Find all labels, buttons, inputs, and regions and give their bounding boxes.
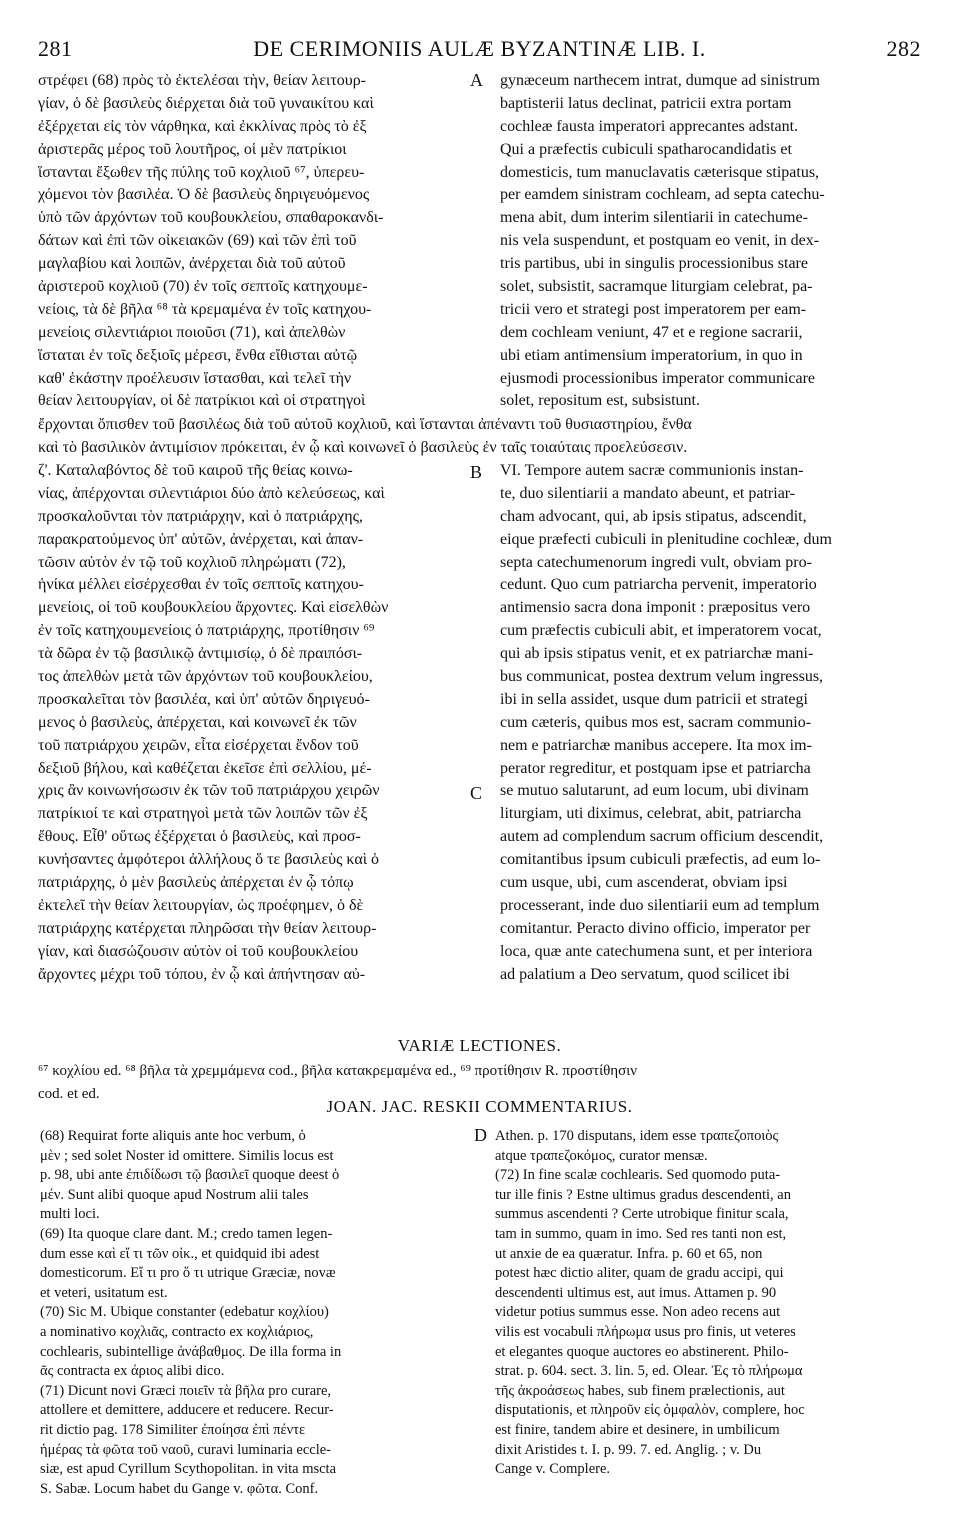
greek-column-middle bbox=[38, 460, 468, 986]
commentary-line: cochlearis, subintellige ἀνάβαθμος. De illa forma in bbox=[40, 1343, 342, 1360]
text-line: καθ' ἑκάστην προέλευσιν ἵστασθαι, καὶ τελεῖ τὴν bbox=[38, 369, 352, 387]
commentary-line: Athen. p. 170 disputans, idem esse τραπεζοποιὸς bbox=[495, 1128, 779, 1144]
text-line: processerant, inde duo silentiarii eum ad templum bbox=[500, 896, 820, 914]
running-title: DE CERIMONIIS AULÆ BYZANTINÆ LIB. I. bbox=[253, 36, 706, 61]
commentary-line: ᾶς contracta ex άριος alibi dico. bbox=[40, 1363, 225, 1380]
text-line: baptisterii latus declinat, patricii extra portam bbox=[500, 94, 792, 112]
commentary-line: μέν. Sunt alibi quoque apud Nostrum alii tales bbox=[40, 1186, 309, 1203]
text-line: πατριάρχης, ὁ μὲν βασιλεὺς ἀπέρχεται ἐν ᾧ τόπῳ bbox=[38, 874, 354, 892]
text-line: δάτων καὶ ἐπὶ τῶν οἰκειακῶν (69) καὶ τῶν ἐπὶ τοῦ bbox=[38, 232, 357, 250]
commentary-line: Cange v. Complere. bbox=[495, 1461, 611, 1478]
commentary-line: μὲν ; sed solet Noster id omittere. Similis locus est bbox=[40, 1147, 334, 1164]
text-line: ζ'. Καταλαβόντος δὲ τοῦ καιροῦ τῆς θείας κοινω- bbox=[38, 462, 353, 479]
latin-column-top bbox=[500, 70, 922, 413]
text-line: per eamdem sinistram cochleam, ad septa catechu- bbox=[500, 186, 825, 204]
page-number-left: 281 bbox=[38, 36, 73, 61]
text-line: eique præfecti cubiculi in plenitudine cochleæ, dum bbox=[500, 530, 832, 548]
commentary-line: ἡμέρας τὰ φῶτα τοῦ ναοῦ, curavi luminaria eccle- bbox=[40, 1441, 332, 1458]
text-line: ἀριστεροῦ κοχλιοῦ (70) ἐν τοῖς σεπτοῖς κατηχουμε- bbox=[38, 278, 368, 296]
text-line: μενος ὁ βασιλεὺς, ἀπέρχεται, καὶ κοινωνεῖ ἐκ τῶν bbox=[38, 713, 357, 731]
margin-marker-c: C bbox=[470, 783, 483, 803]
margin-marker-b: B bbox=[470, 462, 483, 482]
page-number-right: 282 bbox=[886, 36, 921, 61]
greek-column-top bbox=[38, 70, 468, 413]
text-line: νίας, ἀπέρχονται σιλεντιάριοι δύο ἀπὸ κελεύσεως, καὶ bbox=[38, 484, 385, 502]
commentary-line: vilis est vocabuli πλήρωμα usus pro finis, ut veteres bbox=[495, 1323, 796, 1340]
variae-lectiones-heading: VARIÆ LECTIONES. bbox=[397, 1036, 562, 1055]
text-line: τοῦ πατριάρχου χειρῶν, εἶτα εἰσέρχεται ἔνδον τοῦ bbox=[38, 736, 359, 754]
commentary-line: (70) Sic M. Ubique constanter (edebatur κοχλίου) bbox=[40, 1304, 329, 1321]
text-line: mena abit, dum interim silentiarii in catechume- bbox=[500, 209, 808, 227]
text-line: perator regreditur, et postquam ipse et patriarcha bbox=[500, 759, 811, 777]
text-line: προσκαλεῖται τὸν βασιλέα, καὶ ὑπ' αὐτῶν δηριγευό- bbox=[38, 690, 370, 708]
text-line: ἀριστερᾶς μέρος τοῦ λουτῆρος, οἱ μὲν πατρίκιοι bbox=[38, 140, 347, 158]
text-line: μενείοις, οἱ τοῦ κουβουκλείου ἄρχοντες. Καὶ εἰσελθὼν bbox=[38, 599, 389, 617]
text-line: cum præfectis cubiculi abit, et imperatorem vocat, bbox=[500, 622, 822, 640]
commentary-line: attollere et demittere, adducere et reducere. Recur- bbox=[40, 1402, 334, 1419]
commentary-line: a nominativo κοχλιᾶς, contracto ex κοχλιάριος, bbox=[40, 1323, 314, 1340]
running-header bbox=[38, 36, 921, 66]
latin-column-middle bbox=[500, 460, 922, 986]
commentary-line: atque τραπεζοκόμος, curator mensæ. bbox=[495, 1147, 708, 1164]
text-line: cum usque, ubi, cum ascenderat, obviam ipsi bbox=[500, 874, 788, 892]
text-line: te, duo silentiarii a mandato abeunt, et patriar- bbox=[500, 484, 796, 502]
text-line: ἐν τοῖς κατηχουμενείοις ὁ πατριάρχης, προτίθησιν ⁶⁹ bbox=[38, 622, 375, 640]
text-line: προσκαλοῦνται τὸν πατριάρχην, καὶ ὁ πατριάρχης, bbox=[38, 507, 363, 525]
commentary-line: (69) Ita quoque clare dant. M.; credo tamen legen- bbox=[40, 1225, 333, 1242]
commentary-line: videtur potius summus esse. Non adeo recens aut bbox=[495, 1304, 781, 1321]
text-line: ὑπὸ τῶν ἀρχόντων τοῦ κουβουκλείου, σπαθαροκανδι- bbox=[38, 209, 384, 227]
text-line: liturgiam, uti diximus, celebrat, abit, patriarcha bbox=[500, 805, 802, 823]
text-line: loca, quæ ante catechumena sunt, et per interiora bbox=[500, 942, 813, 960]
text-line: comitantibus ipsum cubiculi præfectis, ad eum lo- bbox=[500, 851, 821, 869]
commentary-line: disputationis, et πληροῦν εἰς ὀμφαλὸν, complere, hoc bbox=[495, 1402, 805, 1419]
commentary-line: tam in summo, quam in imo. Sed res tanti non est, bbox=[495, 1225, 787, 1242]
text-line: κυνήσαντες ἀμφότεροι ἀλλήλους ὅ τε βασιλεὺς καὶ ὁ bbox=[38, 851, 380, 869]
text-line: se mutuo salutarunt, ad eum locum, ubi divinam bbox=[500, 782, 809, 800]
text-line: γίαν, ὁ δὲ βασιλεὺς διέρχεται διὰ τοῦ γυναικίτου καὶ bbox=[38, 94, 374, 112]
greek-full-width bbox=[38, 414, 922, 460]
commentary-line: et elegantes quoque auctores eo abstinerent. Philo- bbox=[495, 1343, 789, 1360]
commentary-line: dum esse καὶ εἴ τι τῶν οἰκ., et quidquid ibi adest bbox=[40, 1245, 320, 1262]
text-line: χρις ἂν κοινωνήσωσιν ἐκ τῶν τοῦ πατριάρχου χειρῶν bbox=[38, 782, 380, 800]
text-line: ἐκτελεῖ τὴν θείαν λειτουργίαν, ὡς προέφημεν, ὁ δὲ bbox=[38, 896, 364, 914]
text-line: solet, repositum est, subsistunt. bbox=[500, 392, 700, 410]
text-line: ἐξέρχεται εἰς τὸν νάρθηκα, καὶ ἐκκλίνας πρὸς τὸ ἐξ bbox=[38, 117, 367, 135]
commentary-line: p. 98, ubi ante ἐπιδίδωσι τῷ βασιλεῖ quoque deest ὁ bbox=[40, 1167, 340, 1184]
commentarius-left-column bbox=[40, 1127, 470, 1499]
commentary-line: summus ascendenti ? Certe utrobique finitur scala, bbox=[495, 1206, 789, 1223]
text-line: νείοις, τὰ δὲ βῆλα ⁶⁸ τὰ κρεμαμένα ἐν τοῖς κατηχου- bbox=[38, 300, 372, 318]
commentary-line: S. Sabæ. Locum habet du Gange v. φῶτα. Conf. bbox=[40, 1480, 319, 1497]
text-line: πατριάρχης κατέρχεται πληρῶσαι τὴν θείαν λειτουρ- bbox=[38, 919, 377, 937]
commentary-line: ut anxie de ea quæratur. Infra. p. 60 et 65, non bbox=[495, 1245, 763, 1262]
text-line: γίαν, καὶ διασώζουσιν αὐτὸν οἱ τοῦ κουβουκλείου bbox=[38, 942, 359, 960]
text-line: domesticis, tum manuclavatis cæterisque stipatus, bbox=[500, 163, 820, 181]
text-line: cham advocant, qui, ab ipsis stipatus, adscendit, bbox=[500, 507, 807, 525]
text-line: τῶσιν αὐτὸν ἐν τῷ τοῦ κοχλιοῦ πληρώματι (72), bbox=[38, 553, 346, 571]
margin-marker-d: D bbox=[474, 1125, 487, 1145]
margin-marker-a: A bbox=[470, 70, 483, 90]
text-line: μενείοις σιλεντιάριοι ποιοῦσι (71), καὶ ἀπελθὼν bbox=[38, 323, 346, 341]
text-line: δεξιοῦ βήλου, καὶ καθέζεται ἐκεῖσε ἐπὶ σελλίου, μέ- bbox=[38, 759, 372, 777]
text-line: ἔθους. Εἶθ' οὕτως ἐξέρχεται ὁ βασιλεὺς, καὶ προσ- bbox=[38, 828, 361, 846]
text-line: comitantur. Peracto divino officio, imperator per bbox=[500, 919, 811, 937]
commentary-line: dixit Aristides t. I. p. 99. 7. ed. Anglig. ; v. Du bbox=[495, 1441, 762, 1458]
commentary-line: multi loci. bbox=[40, 1206, 100, 1223]
commentary-line: siæ, est apud Cyrillum Scythopolitan. in vita mscta bbox=[40, 1461, 337, 1478]
text-line: θείαν λειτουργίαν, οἱ δὲ πατρίκιοι καὶ οἱ στρατηγοὶ bbox=[38, 392, 366, 410]
text-line: bus communicat, postea dextrum velum ingressus, bbox=[500, 668, 824, 686]
commentary-line: domesticorum. Εἴ τι pro ὅ τι utrique Græciæ, novæ bbox=[40, 1265, 336, 1282]
text-line: cum cæteris, quibus mos est, sacram communio- bbox=[500, 713, 812, 731]
text-line: πατρίκιοί τε καὶ στρατηγοὶ μετὰ τῶν λοιπῶν τῶν ἐξ bbox=[38, 805, 368, 823]
variant-reading-line: ⁶⁷ κοχλίου ed. ⁶⁸ βῆλα τὰ χρεμμάμενα cod., βῆλα κατακρεμαμένα ed., ⁶⁹ προτίθησιν R. προστίθησιν bbox=[38, 1063, 638, 1079]
text-line: ubi etiam antimensium imperatorium, in quo in bbox=[500, 346, 803, 364]
text-line: gynæceum narthecem intrat, dumque ad sinistrum bbox=[500, 72, 820, 89]
text-line: ejusmodi processionibus imperator communicare bbox=[500, 369, 816, 387]
text-line: μαγλαβίου καὶ λοιπῶν, ἀνέρχεται διὰ τοῦ αὐτοῦ bbox=[38, 255, 346, 273]
text-line: tris partibus, ubi in singulis processionibus stare bbox=[500, 255, 808, 273]
text-line: cochleæ fausta imperatori apprecantes adstant. bbox=[500, 117, 799, 135]
text-line: χόμενοι τὸν βασιλέα. Ὁ δὲ βασιλεὺς δηριγευόμενος bbox=[38, 186, 370, 204]
text-line: τος ἀπελθὼν μετὰ τῶν ἀρχόντων τοῦ κουβουκλείου, bbox=[38, 668, 373, 686]
text-line: ἔρχονται ὄπισθεν τοῦ βασιλέως διὰ τοῦ αὐτοῦ κοχλιοῦ, καὶ ἵστανται ἀπέναντι τοῦ θυσιαστηρίου, ἔνθα bbox=[38, 416, 692, 433]
text-line: nem e patriarchæ manibus accepere. Ita mox im- bbox=[500, 736, 812, 754]
text-line: nis vela suspendunt, et postquam eo venit, in dex- bbox=[500, 232, 820, 250]
text-line: ἄρχοντες μέχρι τοῦ τόπου, ἐν ᾧ καὶ ἀπήντησαν αὐ- bbox=[38, 965, 366, 983]
text-line: στρέφει (68) πρὸς τὸ ἐκτελέσαι τὴν, θείαν λειτουρ- bbox=[38, 72, 366, 89]
commentary-line: (68) Requirat forte aliquis ante hoc verbum, ὁ bbox=[40, 1128, 306, 1144]
text-line: ad palatium a Deo servatum, quod scilicet ibi bbox=[500, 965, 790, 983]
text-line: autem ad complendum sacrum officium descendit, bbox=[500, 828, 824, 846]
text-line: τὰ δῶρα ἐν τῷ βασιλικῷ ἀντιμισίῳ, ὁ δὲ πραιπόσι- bbox=[38, 645, 363, 663]
commentary-line: descendenti ultimus est, aut imus. Attamen p. 90 bbox=[495, 1284, 777, 1301]
text-line: ibi in sella assidet, usque dum patricii et strategi bbox=[500, 690, 808, 708]
commentarius-right-column bbox=[495, 1127, 923, 1480]
text-line: qui ab ipsis stipatus venit, et ex patriarchæ mani- bbox=[500, 645, 814, 663]
commentary-line: rit dictio pag. 178 Similiter ἐποίησα ἐπὶ πέντε bbox=[40, 1421, 306, 1438]
text-line: ἵστανται ἔξωθεν τῆς πύλης τοῦ κοχλιοῦ ⁶⁷, ὑπερευ- bbox=[38, 163, 365, 181]
variant-reading-line: cod. et ed. bbox=[38, 1086, 100, 1102]
commentary-line: (71) Dicunt novi Græci ποιεῖν τὰ βῆλα pro curare, bbox=[40, 1382, 332, 1399]
text-line: Qui a præfectis cubiculi spatharocandidatis et bbox=[500, 140, 792, 158]
text-line: παρακρατούμενος ὑπ' αὐτῶν, ἀνέρχεται, καὶ ἀπαν- bbox=[38, 530, 364, 548]
text-line: dem cochleam veniunt, 47 et e regione sacrarii, bbox=[500, 323, 803, 341]
text-line: tricii vero et strategi post imperatorem per eam- bbox=[500, 300, 807, 318]
text-line: ἵσταται ἐν τοῖς δεξιοῖς μέρεσι, ἔνθα εἴθισται αὐτῷ bbox=[38, 346, 358, 364]
text-line: solet, subsistit, sacramque liturgiam celebrat, pa- bbox=[500, 278, 813, 296]
text-line: VI. Tempore autem sacræ communionis instan- bbox=[500, 462, 804, 479]
commentary-line: τῆς ἀκροάσεως habes, sub finem prælectionis, aut bbox=[495, 1382, 785, 1399]
text-line: ἡνίκα μέλλει εἰσέρχεσθαι ἐν τοῖς σεπτοῖς κατηχου- bbox=[38, 576, 364, 594]
text-line: septa catechumenorum ingredi vult, obviam pro- bbox=[500, 553, 812, 571]
commentary-line: (72) In fine scalæ cochlearis. Sed quomodo puta- bbox=[495, 1167, 781, 1184]
commentary-line: tur ille finis ? Estne ultimus gradus descendenti, an bbox=[495, 1186, 791, 1203]
commentary-line: potest hæc dictio aliter, quam de gradu accipi, qui bbox=[495, 1265, 784, 1282]
text-line: καὶ τὸ βασιλικὸν ἀντιμίσιον πρόκειται, ἐν ᾧ καὶ κοινωνεῖ ὁ βασιλεὺς ἐν ταῖς τοιαύταις προελεύσεσιν. bbox=[38, 438, 688, 456]
commentary-line: est finire, tandem abire et desinere, in umbilicum bbox=[495, 1421, 780, 1438]
commentarius-heading: JOAN. JAC. RESKII COMMENTARIUS. bbox=[326, 1097, 633, 1116]
commentary-line: strat. p. 604. sect. 3. lin. 5, ed. Olear. Ἐς τὸ πλήρωμα bbox=[495, 1363, 803, 1380]
text-line: cedunt. Quo cum patriarcha pervenit, imperatorio bbox=[500, 576, 817, 594]
commentary-line: et veteri, usitatum est. bbox=[40, 1284, 168, 1301]
text-line: antimensio sacra dona imponit : præpositus vero bbox=[500, 599, 811, 617]
